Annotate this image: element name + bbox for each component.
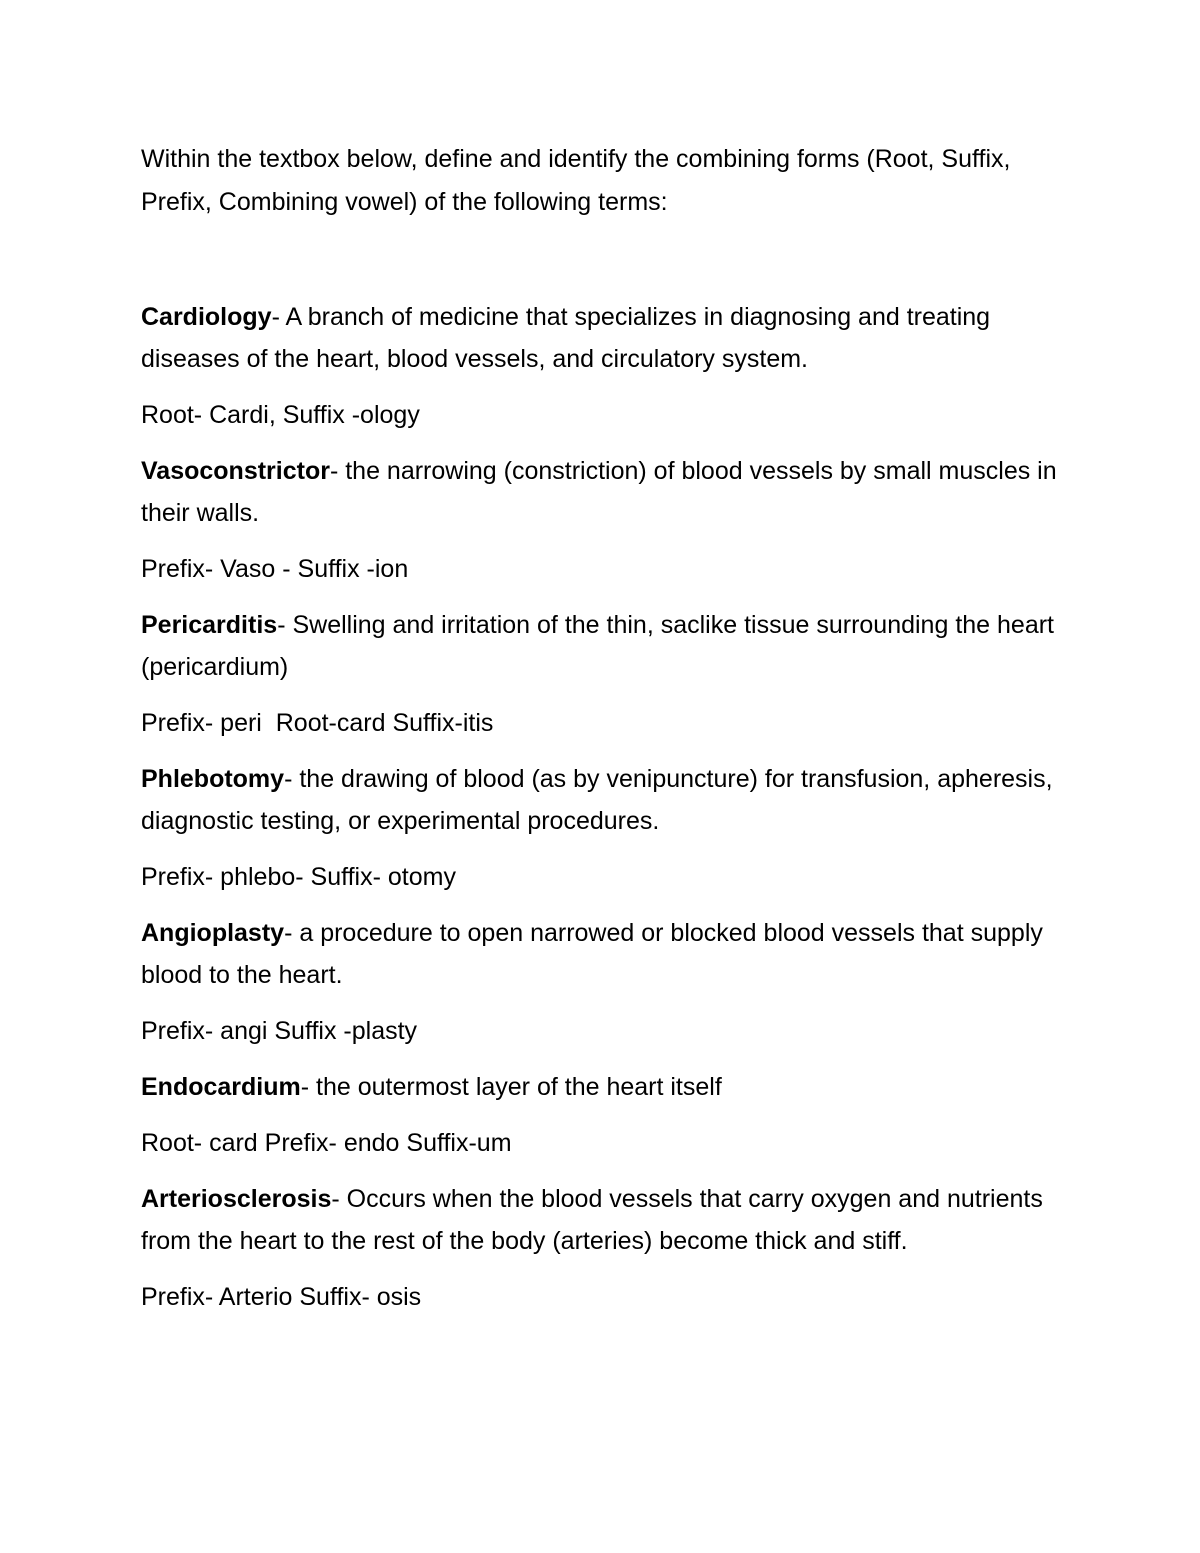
term-name: Arteriosclerosis [141, 1185, 332, 1213]
term-definition [141, 604, 1081, 688]
combining-forms: Root- Cardi, Suffix -ology [141, 401, 420, 429]
term-definition [141, 912, 1081, 996]
definition-text: - Swelling and irritation of the thin, saclike tissue surrounding the heart (pericardium) [141, 611, 1054, 681]
combining-forms: Prefix- phlebo- Suffix- otomy [141, 863, 456, 891]
combining-forms: Prefix- Arterio Suffix- osis [141, 1283, 422, 1311]
spacer [141, 224, 1081, 296]
term-name: Cardiology [141, 303, 272, 331]
definition-text: - A branch of medicine that specializes in diagnosing and treating diseases of the heart, blood vessels, and circulatory system. [141, 303, 991, 373]
term-definition [141, 450, 1081, 534]
term-entry-phlebotomy [141, 758, 1081, 898]
instructions-text: Within the textbox below, define and identify the combining forms (Root, Suffix, Prefix, Combining vowel) of the following terms: [141, 145, 1011, 216]
term-name: Pericarditis [141, 611, 278, 639]
term-name: Vasoconstrictor [141, 457, 330, 485]
term-entry-cardiology [141, 296, 1081, 436]
combining-forms: Prefix- peri Root-card Suffix-itis [141, 709, 494, 737]
term-definition [141, 758, 1081, 842]
definition-text: - the drawing of blood (as by venipuncture) for transfusion, apheresis, diagnostic testing, or experimental procedures. [141, 765, 1053, 835]
definition-text: - a procedure to open narrowed or blocked blood vessels that supply blood to the heart. [141, 919, 1043, 989]
term-entry-arteriosclerosis [141, 1178, 1081, 1318]
combining-forms: Root- card Prefix- endo Suffix-um [141, 1129, 512, 1157]
document-page [141, 138, 1081, 1332]
term-name: Endocardium [141, 1073, 301, 1101]
term-definition [141, 296, 1081, 380]
term-name: Angioplasty [141, 919, 285, 947]
term-entry-angioplasty [141, 912, 1081, 1052]
combining-forms: Prefix- Vaso - Suffix -ion [141, 555, 409, 583]
term-entry-pericarditis [141, 604, 1081, 744]
term-name: Phlebotomy [141, 765, 285, 793]
term-definition [141, 1178, 1081, 1262]
definition-text: - Occurs when the blood vessels that carry oxygen and nutrients from the heart to the rest of the body (arteries) become thick and stiff. [141, 1185, 1043, 1255]
definition-text: - the outermost layer of the heart itself [300, 1073, 722, 1101]
definition-text: - the narrowing (constriction) of blood vessels by small muscles in their walls. [141, 457, 1057, 527]
term-definition [141, 1066, 1081, 1108]
term-entry-endocardium [141, 1066, 1081, 1164]
combining-forms: Prefix- angi Suffix -plasty [141, 1017, 418, 1045]
term-entry-vasoconstrictor [141, 450, 1081, 590]
